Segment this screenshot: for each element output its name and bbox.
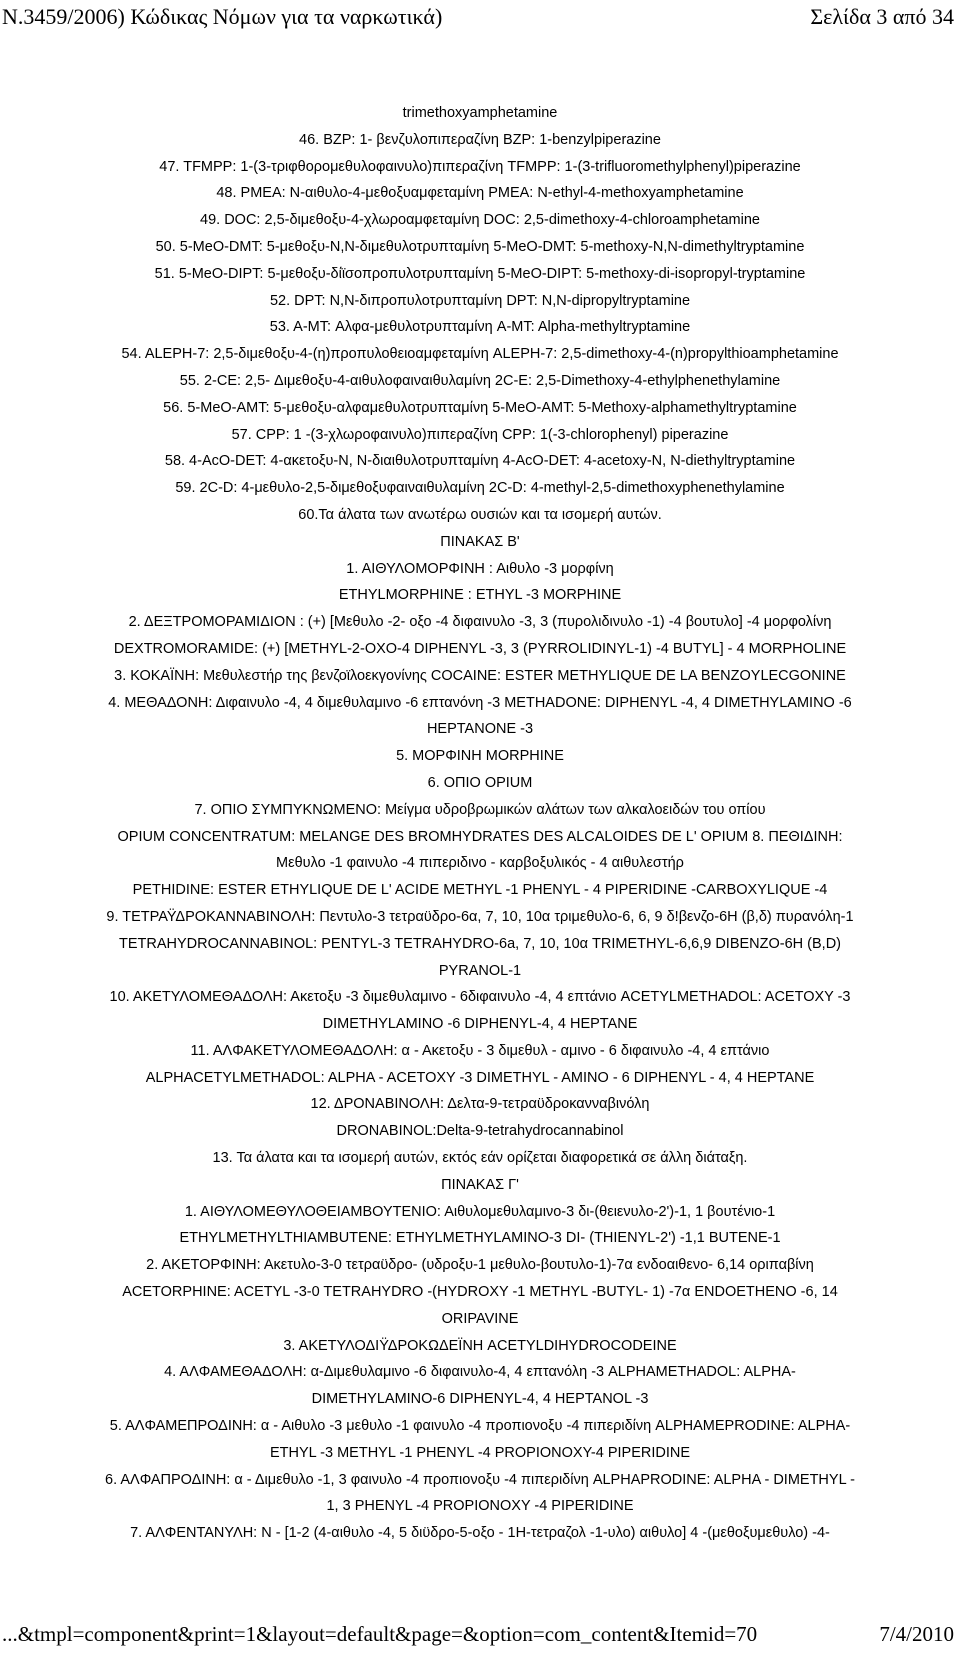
text-line: 49. DOC: 2,5-διμεθοξυ-4-χλωροαμφεταμίνη DOC: 2,5-dimethoxy-4-chloroamphetamine [200, 212, 760, 229]
text-line: 54. ALEPH-7: 2,5-διμεθοξυ-4-(η)προπυλοθειοαμφεταμίνη ALEPH-7: 2,5-dimethoxy-4-(n)propylthioamphetamine [121, 346, 839, 363]
text-line: ACETORPHINE: ACETYL -3-0 TETRAHYDRO -(HYDROXY -1 METHYL -BUTYL- 1) -7α ENDOETHENO -6, 14 [122, 1284, 838, 1301]
text-line: 46. BZP: 1- βενζυλοπιπεραζίνη BZP: 1-benzylpiperazine [299, 131, 661, 148]
text-line: ORIPAVINE [441, 1310, 519, 1327]
text-line: 11. ΑΛΦΑΚΕΤΥΛΟΜΕΘΑΔΟΛΗ: α - Ακετοξυ - 3 διμεθυλ - αμινο - 6 διφαινυλο -4, 4 επτάνιο [190, 1042, 770, 1059]
text-line: DIMETHYLAMINO-6 DIPHENYL-4, 4 HEPTANOL -3 [311, 1391, 649, 1408]
text-line: trimethoxyamphetamine [402, 105, 558, 121]
text-line: ΠΙΝΑΚΑΣ Γ' [441, 1176, 519, 1193]
text-line: 5. ΜΟΡΦΙΝΗ MORPHINE [396, 748, 564, 765]
text-line: 1. ΑΙΘΥΛΟΜΟΡΦΙΝΗ : Αιθυλο -3 μορφίνη [346, 560, 614, 577]
text-line: 47. TFMPP: 1-(3-τριφθορομεθυλοφαινυλο)πιπεραζίνη TFMPP: 1-(3-trifluoromethylphenyl)piperazine [159, 158, 801, 175]
text-line: 48. PMEA: N-αιθυλο-4-μεθοξυαμφεταμίνη PMEA: N-ethyl-4-methoxyamphetamine [216, 185, 744, 202]
text-line: 2. ΔΕΞΤΡΟΜΟΡΑΜΙΔΙΟΝ : (+) [Μεθυλο -2- οξο -4 διφαινυλο -3, 3 (πυρολιδινυλο -1) -4 βουτυλο] -4 μορφολίνη [128, 614, 832, 631]
text-line: 6. ΟΠΙΟ OPIUM [427, 774, 533, 791]
text-line: 6. ΑΛΦΑΠΡΟΔΙΝΗ: α - Διμεθυλο -1, 3 φαινυλο -4 προπιονοξυ -4 πιπεριδίνη ALPHAPRODINE: ALPHA - DIMETHYL - [105, 1471, 855, 1488]
text-line: OPIUM CONCENTRATUM: MELANGE DES BROMHYDRATES DES ALCALOIDES DE L' OPIUM 8. ΠΕΘΙΔΙΝΗ: [117, 828, 843, 845]
text-line: ETHYL -3 METHYL -1 PHENYL -4 PROPIONOXY-4 PIPERIDINE [269, 1444, 691, 1461]
text-line: 3. ΑΚΕΤΥΛΟΔΙΫΔΡΟΚΩΔΕΪΝΗ ACETYLDIHYDROCODEINE [283, 1337, 677, 1354]
text-line: PYRANOL-1 [438, 962, 522, 979]
text-line: 10. ΑΚΕΤΥΛΟΜΕΘΑΔΟΛΗ: Ακετοξυ -3 διμεθυλαμινο - 6διφαινυλο -4, 4 επτάνιο ACETYLMETHADOL: ACETOXY -3 [109, 989, 851, 1006]
text-line: ETHYLMORPHINE : ETHYL -3 MORPHINE [338, 587, 622, 604]
footer-date: 7/4/2010 [879, 1622, 954, 1646]
text-line: 50. 5-MeO-DMT: 5-μεθοξυ-N,N-διμεθυλοτρυπταμίνη 5-MeO-DMT: 5-methoxy-N,N-dimethyltryptamine [155, 238, 805, 255]
text-line: 7. ΑΛΦΕΝΤΑΝΥΛΗ: Ν - [1-2 (4-αιθυλο -4, 5 διϋδρο-5-οξο - 1Η-τετραζολ -1-υλο) αιθυλο] 4 -(μεθοξυμεθυλο) -4- [130, 1525, 830, 1542]
text-line: DEXTROMORAMIDE: (+) [METHYL-2-OXO-4 DIPHENYL -3, 3 (PYRROLIDINYL-1) -4 BUTYL] - 4 MORPHOLINE [113, 640, 847, 657]
text-line: 55. 2-CE: 2,5- Διμεθοξυ-4-αιθυλοφαιναιθυλαμίνη 2C-E: 2,5-Dimethoxy-4-ethylphenethylamine [179, 372, 781, 389]
text-line: 4. ΑΛΦΑΜΕΘΑΔΟΛΗ: α-Διμεθυλαμινο -6 διφαινυλο-4, 4 επτανόλη -3 ALPHAMETHADOL: ALPHA- [164, 1364, 796, 1381]
text-line: 1. ΑΙΘΥΛΟΜΕΘΥΛΟΘΕΙΑΜΒΟΥΤΕΝΙΟ: Αιθυλομεθυλαμινο-3 δι-(θειενυλο-2')-1, 1 βουτένιο-1 [184, 1203, 776, 1220]
text-line: DIMETHYLAMINO -6 DIPHENYL-4, 4 HEPTANE [322, 1016, 638, 1033]
text-line: 1, 3 PHENYL -4 PROPIONOXY -4 PIPERIDINE [326, 1498, 634, 1515]
text-line: ΠΙΝΑΚΑΣ Β' [440, 533, 520, 550]
page-header [0, 0, 960, 40]
text-line: 51. 5-MeO-DIPT: 5-μεθοξυ-δίϊσοπροπυλοτρυπταμίνη 5-MeO-DIPT: 5-methoxy-di-isopropyl-tryptamine [154, 265, 806, 282]
text-line: Μεθυλο -1 φαινυλο -4 πιπεριδινο - καρβοξυλικός - 4 αιθυλεστήρ [276, 855, 684, 872]
text-line: PETHIDINE: ESTER ETHYLIQUE DE L' ACIDE METHYL -1 PHENYL - 4 PIPERIDINE -CARBOXYLIQUE -4 [132, 882, 828, 899]
text-line: 12. ΔΡΟΝΑΒΙΝΟΛΗ: Δελτα-9-τετραϋδροκανναβινόλη [310, 1096, 650, 1113]
footer-url: ...&tmpl=component&print=1&layout=default&page=&option=com_content&Itemid=70 [2, 1622, 758, 1646]
text-line: 13. Τα άλατα και τα ισομερή αυτών, εκτός εάν ορίζεται διαφορετικά σε άλλη διάταξη. [212, 1150, 748, 1167]
text-line: HEPTANONE -3 [426, 721, 534, 738]
text-line: 57. CPP: 1 -(3-χλωροφαινυλο)πιπεραζίνη CPP: 1(-3-chlorophenyl) piperazine [231, 426, 729, 443]
text-line: TETRAHYDROCANNABINOL: PENTYL-3 TETRAHYDRO-6a, 7, 10, 10α TRIMETHYL-6,6,9 DIBENZO-6H (B,D) [119, 935, 841, 952]
text-line: 9. ΤΕΤΡΑΫΔΡΟΚΑΝΝΑΒΙΝΟΛΗ: Πεντυλο-3 τετραϋδρο-6α, 7, 10, 10α τριμεθυλο-6, 6, 9 δ!βενζο-6Η (β,δ) πυρανόλη-1 [106, 908, 854, 925]
page-number: Σελίδα 3 από 34 [810, 4, 954, 29]
text-line: 56. 5-MeO-AMT: 5-μεθοξυ-αλφαμεθυλοτρυπταμίνη 5-MeO-AMT: 5-Methoxy-alphamethyltryptamine [163, 399, 797, 416]
text-line: 5. ΑΛΦΑΜΕΠΡΟΔΙΝΗ: α - Αιθυλο -3 μεθυλο -1 φαινυλο -4 προπιονοξυ -4 πιπεριδίνη ALPHAMEPRODINE: ALPHA- [109, 1418, 851, 1435]
text-line: 59. 2C-D: 4-μεθυλο-2,5-διμεθοξυφαιναιθυλαμίνη 2C-D: 4-methyl-2,5-dimethoxyphenethylamine [175, 480, 785, 497]
text-line: DRONABINOL:Delta-9-tetrahydrocannabinol [336, 1123, 624, 1140]
text-line: 60.Τα άλατα των ανωτέρω ουσιών και τα ισομερή αυτών. [298, 506, 662, 523]
text-line: 7. ΟΠΙΟ ΣΥΜΠΥΚΝΩΜΕΝΟ: Μείγμα υδροβρωμικών αλάτων των αλκαλοειδών του οπίου [194, 801, 766, 818]
text-line: 53. A-MT: Αλφα-μεθυλοτρυπταμίνη A-MT: Alpha-methyltryptamine [269, 319, 691, 336]
page-footer [0, 1622, 960, 1652]
text-line: 3. ΚΟΚΑΪΝΗ: Μεθυλεστήρ της βενζοϊλοεκγονίνης COCAINE: ESTER METHYLIQUE DE LA BENZOYLECGONINE [114, 667, 846, 684]
document-body [12, 100, 948, 1547]
text-line: 2. ΑΚΕΤΟΡΦΙΝΗ: Ακετυλο-3-0 τετραϋδρο- (υδροξυ-1 μεθυλο-βουτυλο-1)-7α ενδοαιθενο- 6,14 οριπαβίνη [146, 1257, 814, 1274]
text-line: ETHYLMETHYLTHIAMBUTENE: ETHYLMETHYLAMINO-3 DI- (THIENYL-2') -1,1 BUTENE-1 [179, 1230, 781, 1247]
document-title: Ν.3459/2006) Κώδικας Νόμων για τα ναρκωτικά) [2, 4, 443, 29]
text-line: 4. ΜΕΘΑΔΟΝΗ: Διφαινυλο -4, 4 διμεθυλαμινο -6 επτανόνη -3 METHADONE: DIPHENYL -4, 4 DIMETHYLAMINO -6 [108, 694, 852, 711]
text-line: 58. 4-AcO-DET: 4-ακετοξυ-N, N-διαιθυλοτρυπταμίνη 4-AcO-DET: 4-acetoxy-N, N-diethyltryptamine [164, 453, 796, 470]
text-line: ALPHACETYLMETHADOL: ALPHA - ACETOXY -3 DIMETHYL - AMINO - 6 DIPHENYL - 4, 4 HEPTANE [145, 1069, 815, 1086]
text-line: 52. DPT: N,N-διπροπυλοτρυπταμίνη DPT: N,N-dipropyltryptamine [269, 292, 691, 309]
